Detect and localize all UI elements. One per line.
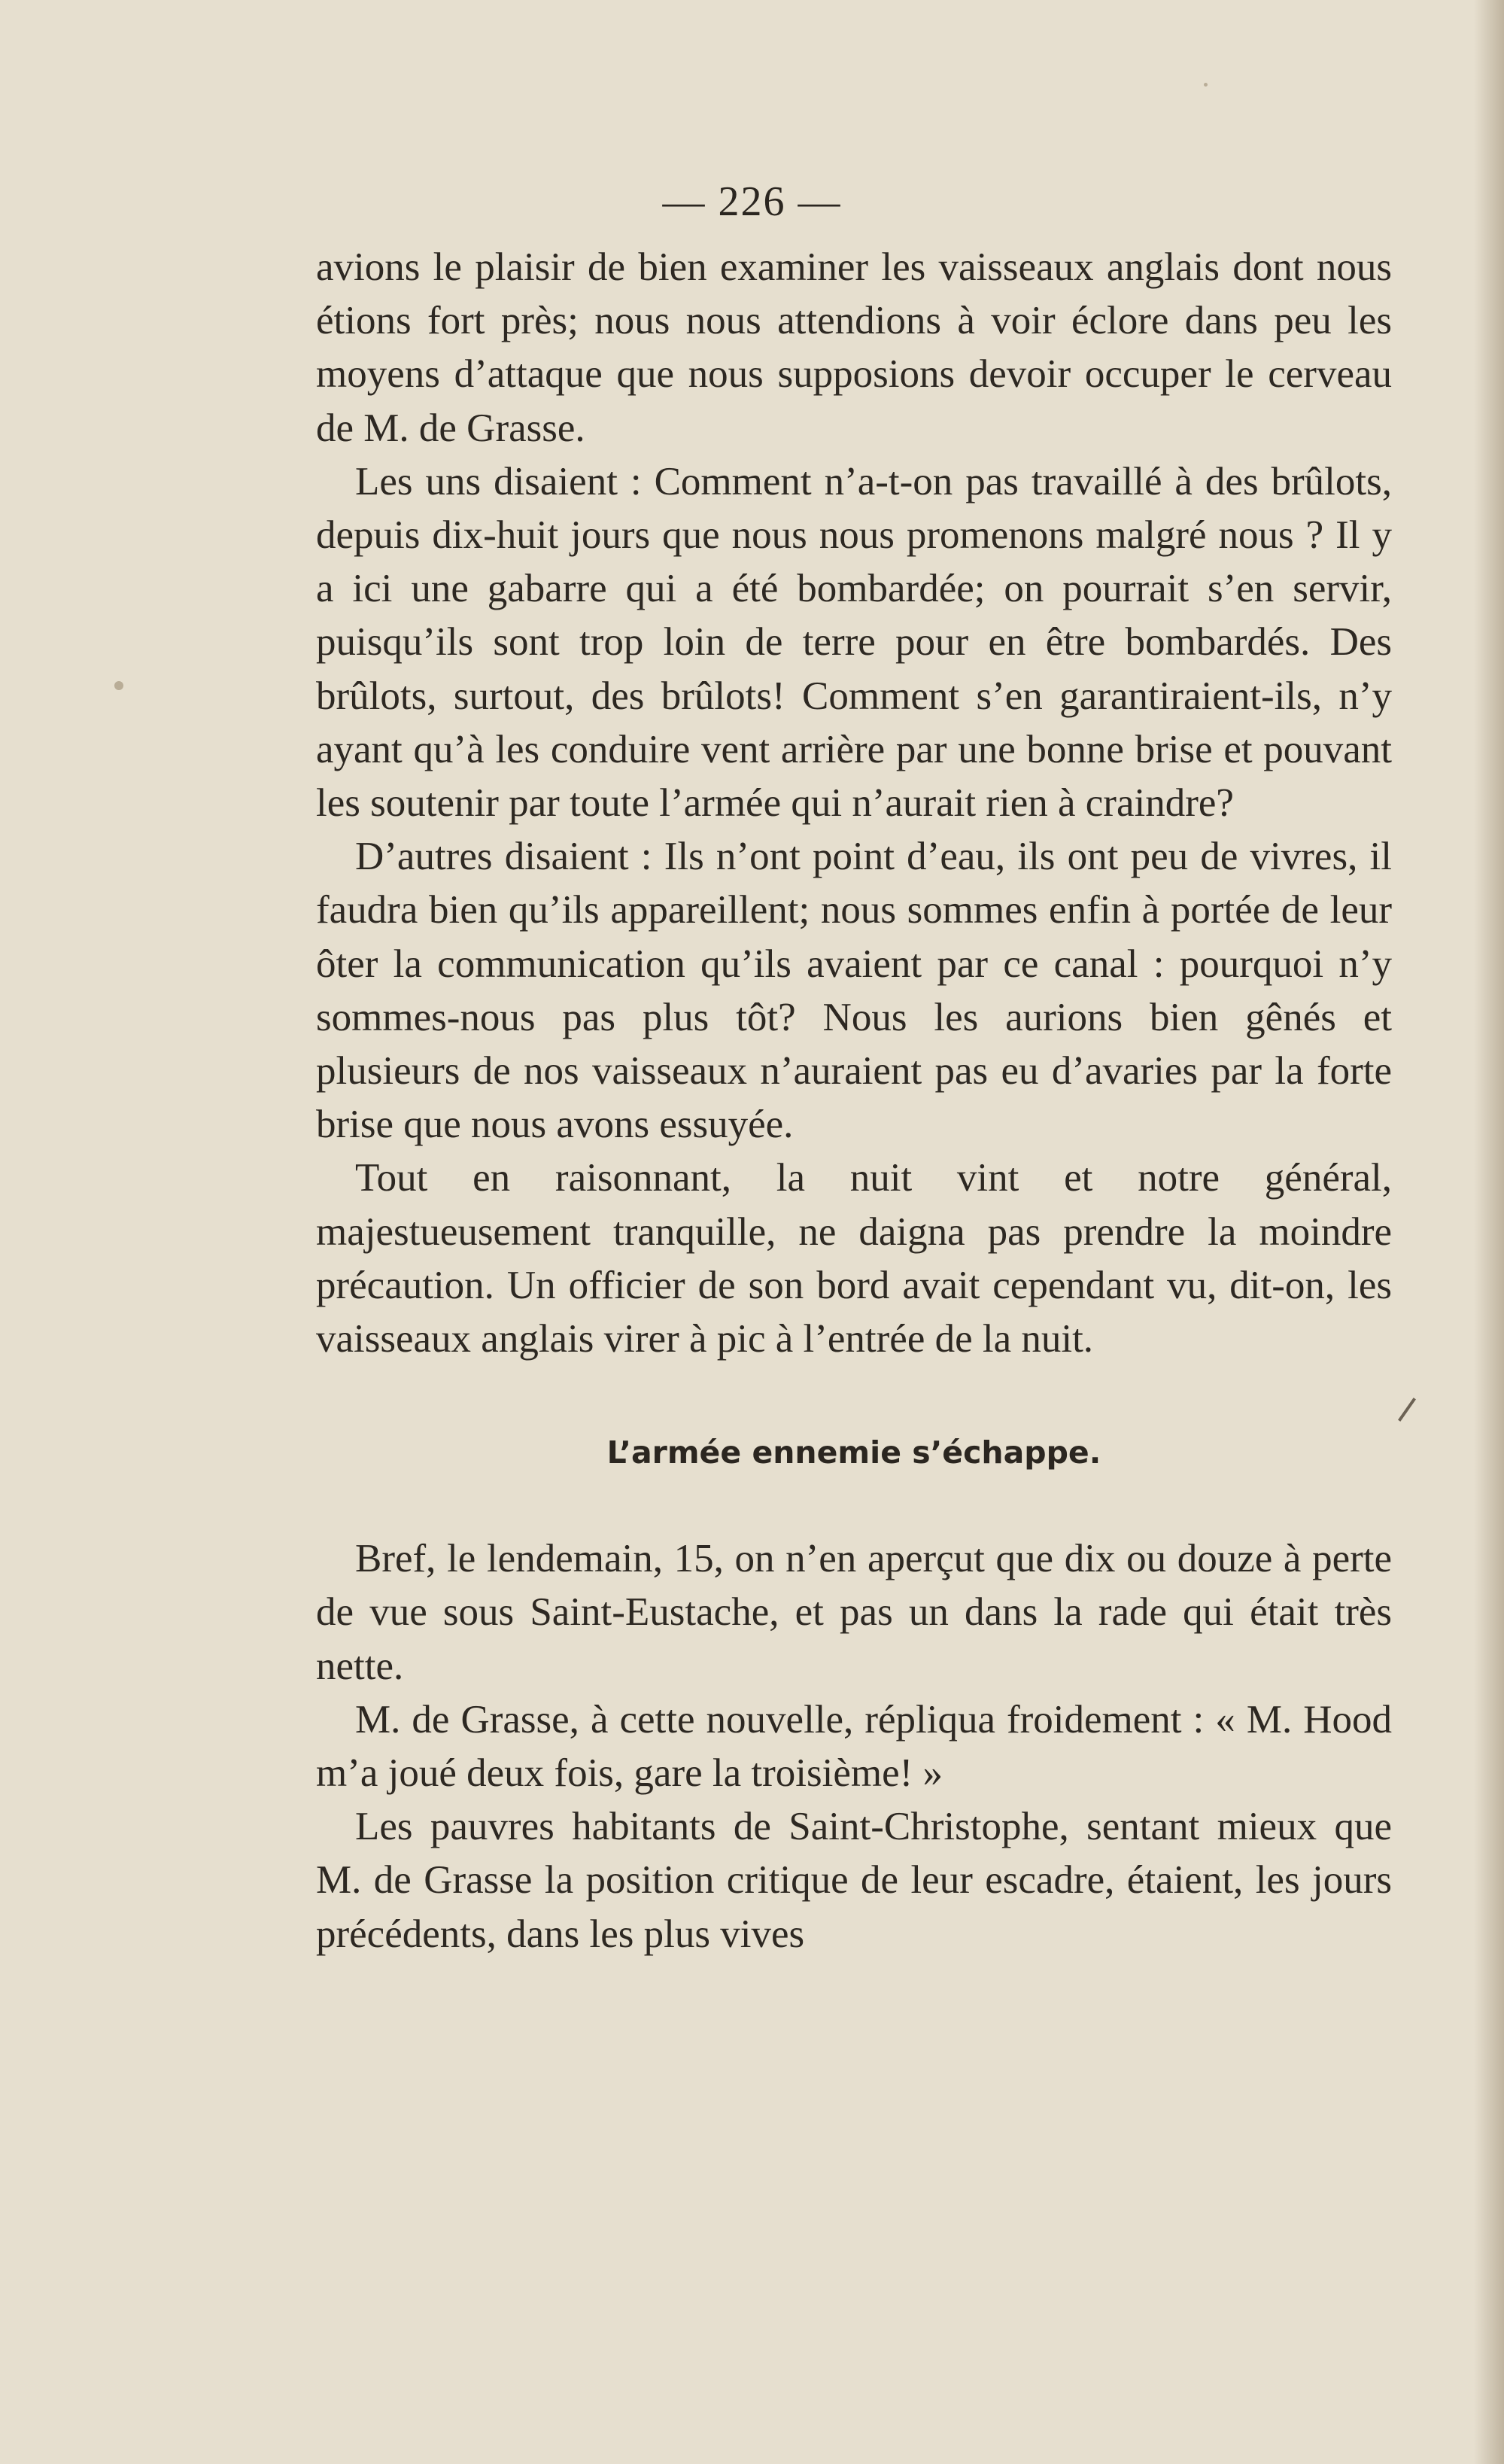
paragraph: avions le plaisir de bien examiner les vaisseaux anglais dont nous étions fort près; nous nous attendions à voir éclore dans peu les moyens d’attaque que nous supposions devoir occuper le cerveau de M. de Grasse. — [316, 245, 1392, 450]
paragraph: Les pauvres habitants de Saint-Christophe, sentant mieux que M. de Grasse la position critique de leur escadre, étaient, les jours précédents, dans les plus vives — [316, 1805, 1392, 1956]
page-number: — 226 — — [662, 178, 842, 225]
section-heading: L’armée ennemie s’échappe. — [606, 1434, 1101, 1471]
margin-mark — [1398, 1398, 1416, 1422]
paragraph: Les uns disaient : Comment n’a-t-on pas travaillé à des brûlots, depuis dix-huit jours que nous nous promenons malgré nous ? Il y a ici une gabarre qui a été bombardée; on pourrait s’en servir, puisqu’ils sont trop loin de terre pour en être bombardés. Des brûlots, surtout, des brûlots! Comment s’en garantiraient-ils, n’y ayant qu’à les conduire vent arrière par une bonne brise et pouvant les soutenir par toute l’armée qui n’aurait rien à craindre? — [316, 459, 1392, 826]
page-body — [316, 241, 1392, 1961]
page-edge-shadow — [1474, 0, 1504, 2464]
paragraph: Bref, le lendemain, 15, on n’en aperçut que dix ou douze à perte de vue sous Saint-Eustache, et pas un dans la rade qui était très nette. — [316, 1537, 1392, 1688]
paper-speck — [1204, 83, 1208, 87]
paragraph: M. de Grasse, à cette nouvelle, répliqua froidement : « M. Hood m’a joué deux fois, gare la troisième! » — [316, 1697, 1392, 1796]
paragraph: D’autres disaient : Ils n’ont point d’eau, ils ont peu de vivres, il faudra bien qu’ils appareillent; nous sommes enfin à portée de leur ôter la communication qu’ils avaient par ce canal : pourquoi n’y sommes-nous pas plus tôt? Nous les aurions bien gênés et plusieurs de nos vaisseaux n’auraient pas eu d’avaries par la forte brise que nous avons essuyée. — [316, 835, 1392, 1147]
paragraph: Tout en raisonnant, la nuit vint et notre général, majestueusement tranquille, ne daigna pas prendre la moindre précaution. Un officier de son bord avait cependant vu, dit-on, les vaisseaux anglais virer à pic à l’entrée de la nuit. — [316, 1156, 1392, 1361]
paper-speck — [114, 681, 123, 690]
